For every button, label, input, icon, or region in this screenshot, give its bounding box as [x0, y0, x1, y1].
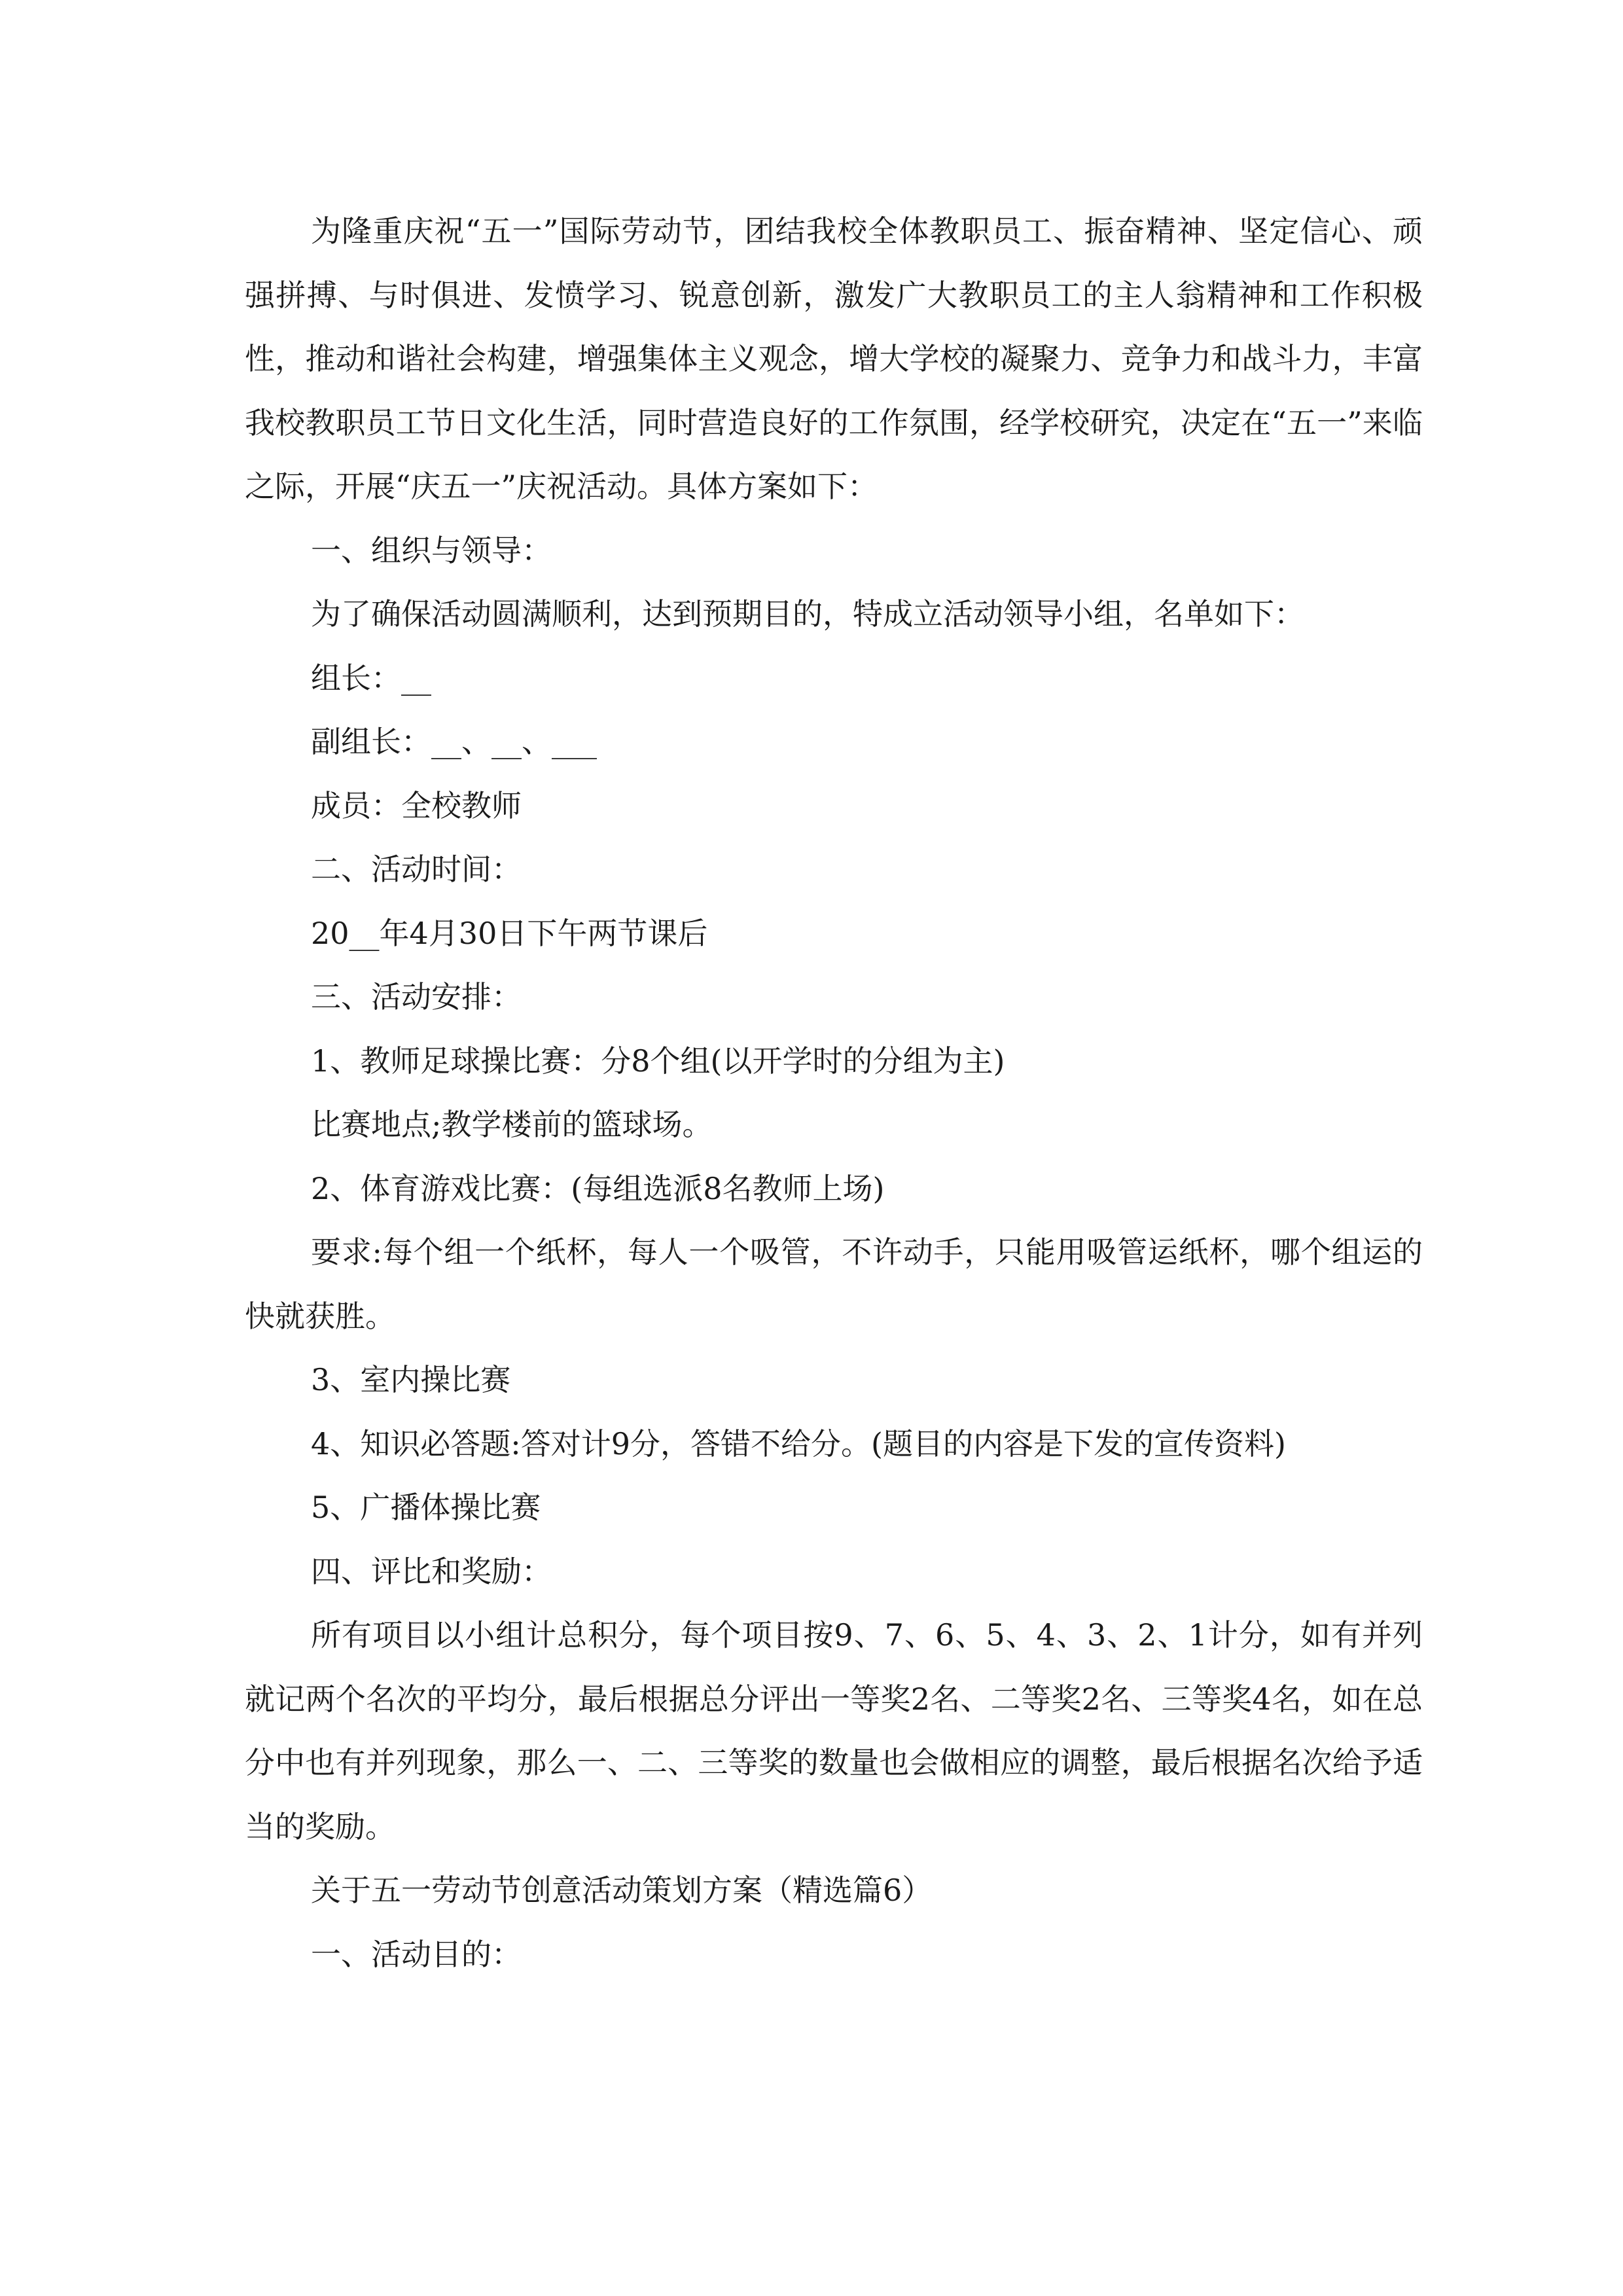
section-heading-organization: 一、组织与领导： [311, 532, 552, 568]
paragraph-scoring: 所有项目以小组计总积分，每个项目按9、7、6、5、4、3、2、1计分，如有并列就记两个名次的平均分，最后根据总分评出一等奖2名、二等奖2名、三等奖4名，如在总分中也有并列现象，那么一、二、三等奖的数量也会做相应的调整，最后根据名次给予适当的奖励。 [245, 1617, 1423, 1844]
item-knowledge-quiz: 4、知识必答题:答对计9分，答错不给分。(题目的内容是下发的宣传资料) [311, 1426, 1286, 1462]
article-title-part-6: 关于五一劳动节创意活动策划方案（精选篇6） [311, 1873, 933, 1908]
item-broadcast-exercise: 5、广播体操比赛 [311, 1490, 541, 1525]
section-heading-awards: 四、评比和奖励： [311, 1553, 552, 1589]
section-heading-arrangement: 三、活动安排： [311, 979, 522, 1014]
item-football-exercise: 1、教师足球操比赛：分8个组(以开学时的分组为主) [311, 1043, 1005, 1079]
item-sports-games: 2、体育游戏比赛：(每组选派8名教师上场) [311, 1170, 885, 1206]
paragraph-requirements: 要求:每个组一个纸杯，每人一个吸管，不许动手，只能用吸管运纸杯，哪个组运的快就获胜。 [245, 1234, 1423, 1334]
section-heading-purpose: 一、活动目的： [311, 1936, 522, 1972]
section-heading-time: 二、活动时间： [311, 852, 522, 887]
line-members: 成员：全校教师 [311, 787, 522, 823]
line-deputy-leaders: 副组长：__、__、___ [311, 724, 597, 759]
line-venue: 比赛地点;教学楼前的篮球场。 [311, 1107, 713, 1142]
line-group-leader: 组长：__ [311, 660, 431, 696]
paragraph-leadership-group: 为了确保活动圆满顺利，达到预期目的，特成立活动领导小组，名单如下： [311, 596, 1304, 632]
item-indoor-exercise: 3、室内操比赛 [311, 1362, 511, 1397]
line-activity-time: 20__年4月30日下午两节课后 [311, 915, 708, 951]
intro-paragraph: 为隆重庆祝“五一”国际劳动节，团结我校全体教职员工、振奋精神、坚定信心、顽强拼搏、与时俱进、发愤学习、锐意创新，激发广大教职员工的主人翁精神和工作积极性，推动和谐社会构建，增强集体主义观念，增大学校的凝聚力、竞争力和战斗力，丰富我校教职员工节日文化生活，同时营造良好的工作氛围，经学校研究，决定在“五一”来临之际，开展“庆五一”庆祝活动。具体方案如下： [245, 213, 1423, 504]
document-body [245, 200, 1423, 1986]
